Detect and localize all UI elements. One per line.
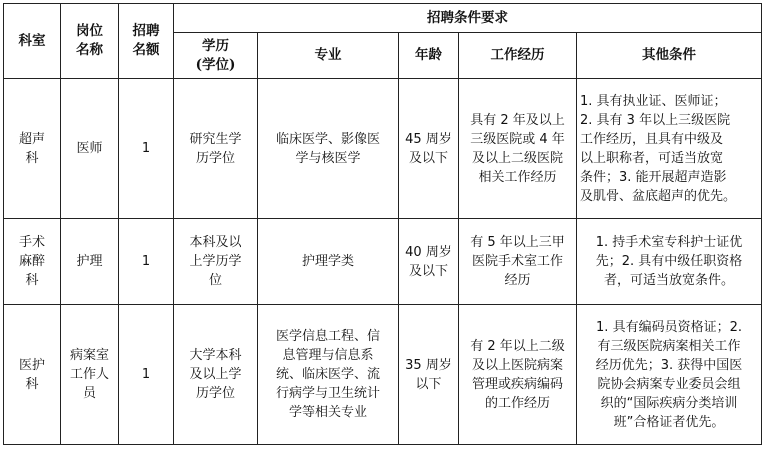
header-position: 岗位 名称 [61, 4, 119, 79]
cell-age: 35 周岁 以下 [399, 305, 459, 445]
cell-age: 40 周岁 及以下 [399, 219, 459, 305]
cell-experience: 有 2 年以上二级 及以上医院病案 管理或疾病编码 的工作经历 [459, 305, 577, 445]
table-row [4, 219, 762, 305]
cell-count: 1 [119, 219, 174, 305]
cell-other: 1. 持手术室专科护士证优 先；2. 具有中级任职资格 者，可适当放宽条件。 [577, 219, 762, 305]
cell-major: 临床医学、影像医 学与核医学 [258, 79, 399, 219]
cell-age: 45 周岁 及以下 [399, 79, 459, 219]
table-row [4, 79, 762, 219]
cell-education: 研究生学 历学位 [174, 79, 258, 219]
cell-position: 病案室 工作人 员 [61, 305, 119, 445]
cell-experience: 具有 2 年及以上 三级医院或 4 年 及以上二级医院 相关工作经历 [459, 79, 577, 219]
cell-experience: 有 5 年以上三甲 医院手术室工作 经历 [459, 219, 577, 305]
recruitment-table [3, 3, 762, 445]
cell-dept: 手术 麻醉 科 [4, 219, 61, 305]
cell-position: 护理 [61, 219, 119, 305]
header-dept: 科室 [4, 4, 61, 79]
cell-education: 大学本科 及以上学 历学位 [174, 305, 258, 445]
header-age: 年龄 [399, 33, 459, 79]
cell-other: 1. 具有编码员资格证；2. 有三级医院病案相关工作 经历优先；3. 获得中国医 院协会病案专业委员会组 织的“国际疾病分类培训 班”合格证者优先。 [577, 305, 762, 445]
header-education: 学历 (学位) [174, 33, 258, 79]
table-row [4, 305, 762, 445]
header-count: 招聘 名额 [119, 4, 174, 79]
cell-count: 1 [119, 79, 174, 219]
header-requirements: 招聘条件要求 [174, 4, 762, 33]
cell-count: 1 [119, 305, 174, 445]
header-other: 其他条件 [577, 33, 762, 79]
cell-major: 医学信息工程、信 息管理与信息系 统、临床医学、流 行病学与卫生统计 学等相关专业 [258, 305, 399, 445]
cell-other: 1. 具有执业证、医师证； 2. 具有 3 年以上三级医院 工作经历，且具有中级及 以上职称者，可适当放宽 条件；3. 能开展超声造影 及肌骨、盆底超声的优先。 [577, 79, 762, 219]
cell-dept: 医护 科 [4, 305, 61, 445]
cell-education: 本科及以 上学历学 位 [174, 219, 258, 305]
cell-major: 护理学类 [258, 219, 399, 305]
cell-position: 医师 [61, 79, 119, 219]
cell-dept: 超声 科 [4, 79, 61, 219]
header-major: 专业 [258, 33, 399, 79]
header-experience: 工作经历 [459, 33, 577, 79]
